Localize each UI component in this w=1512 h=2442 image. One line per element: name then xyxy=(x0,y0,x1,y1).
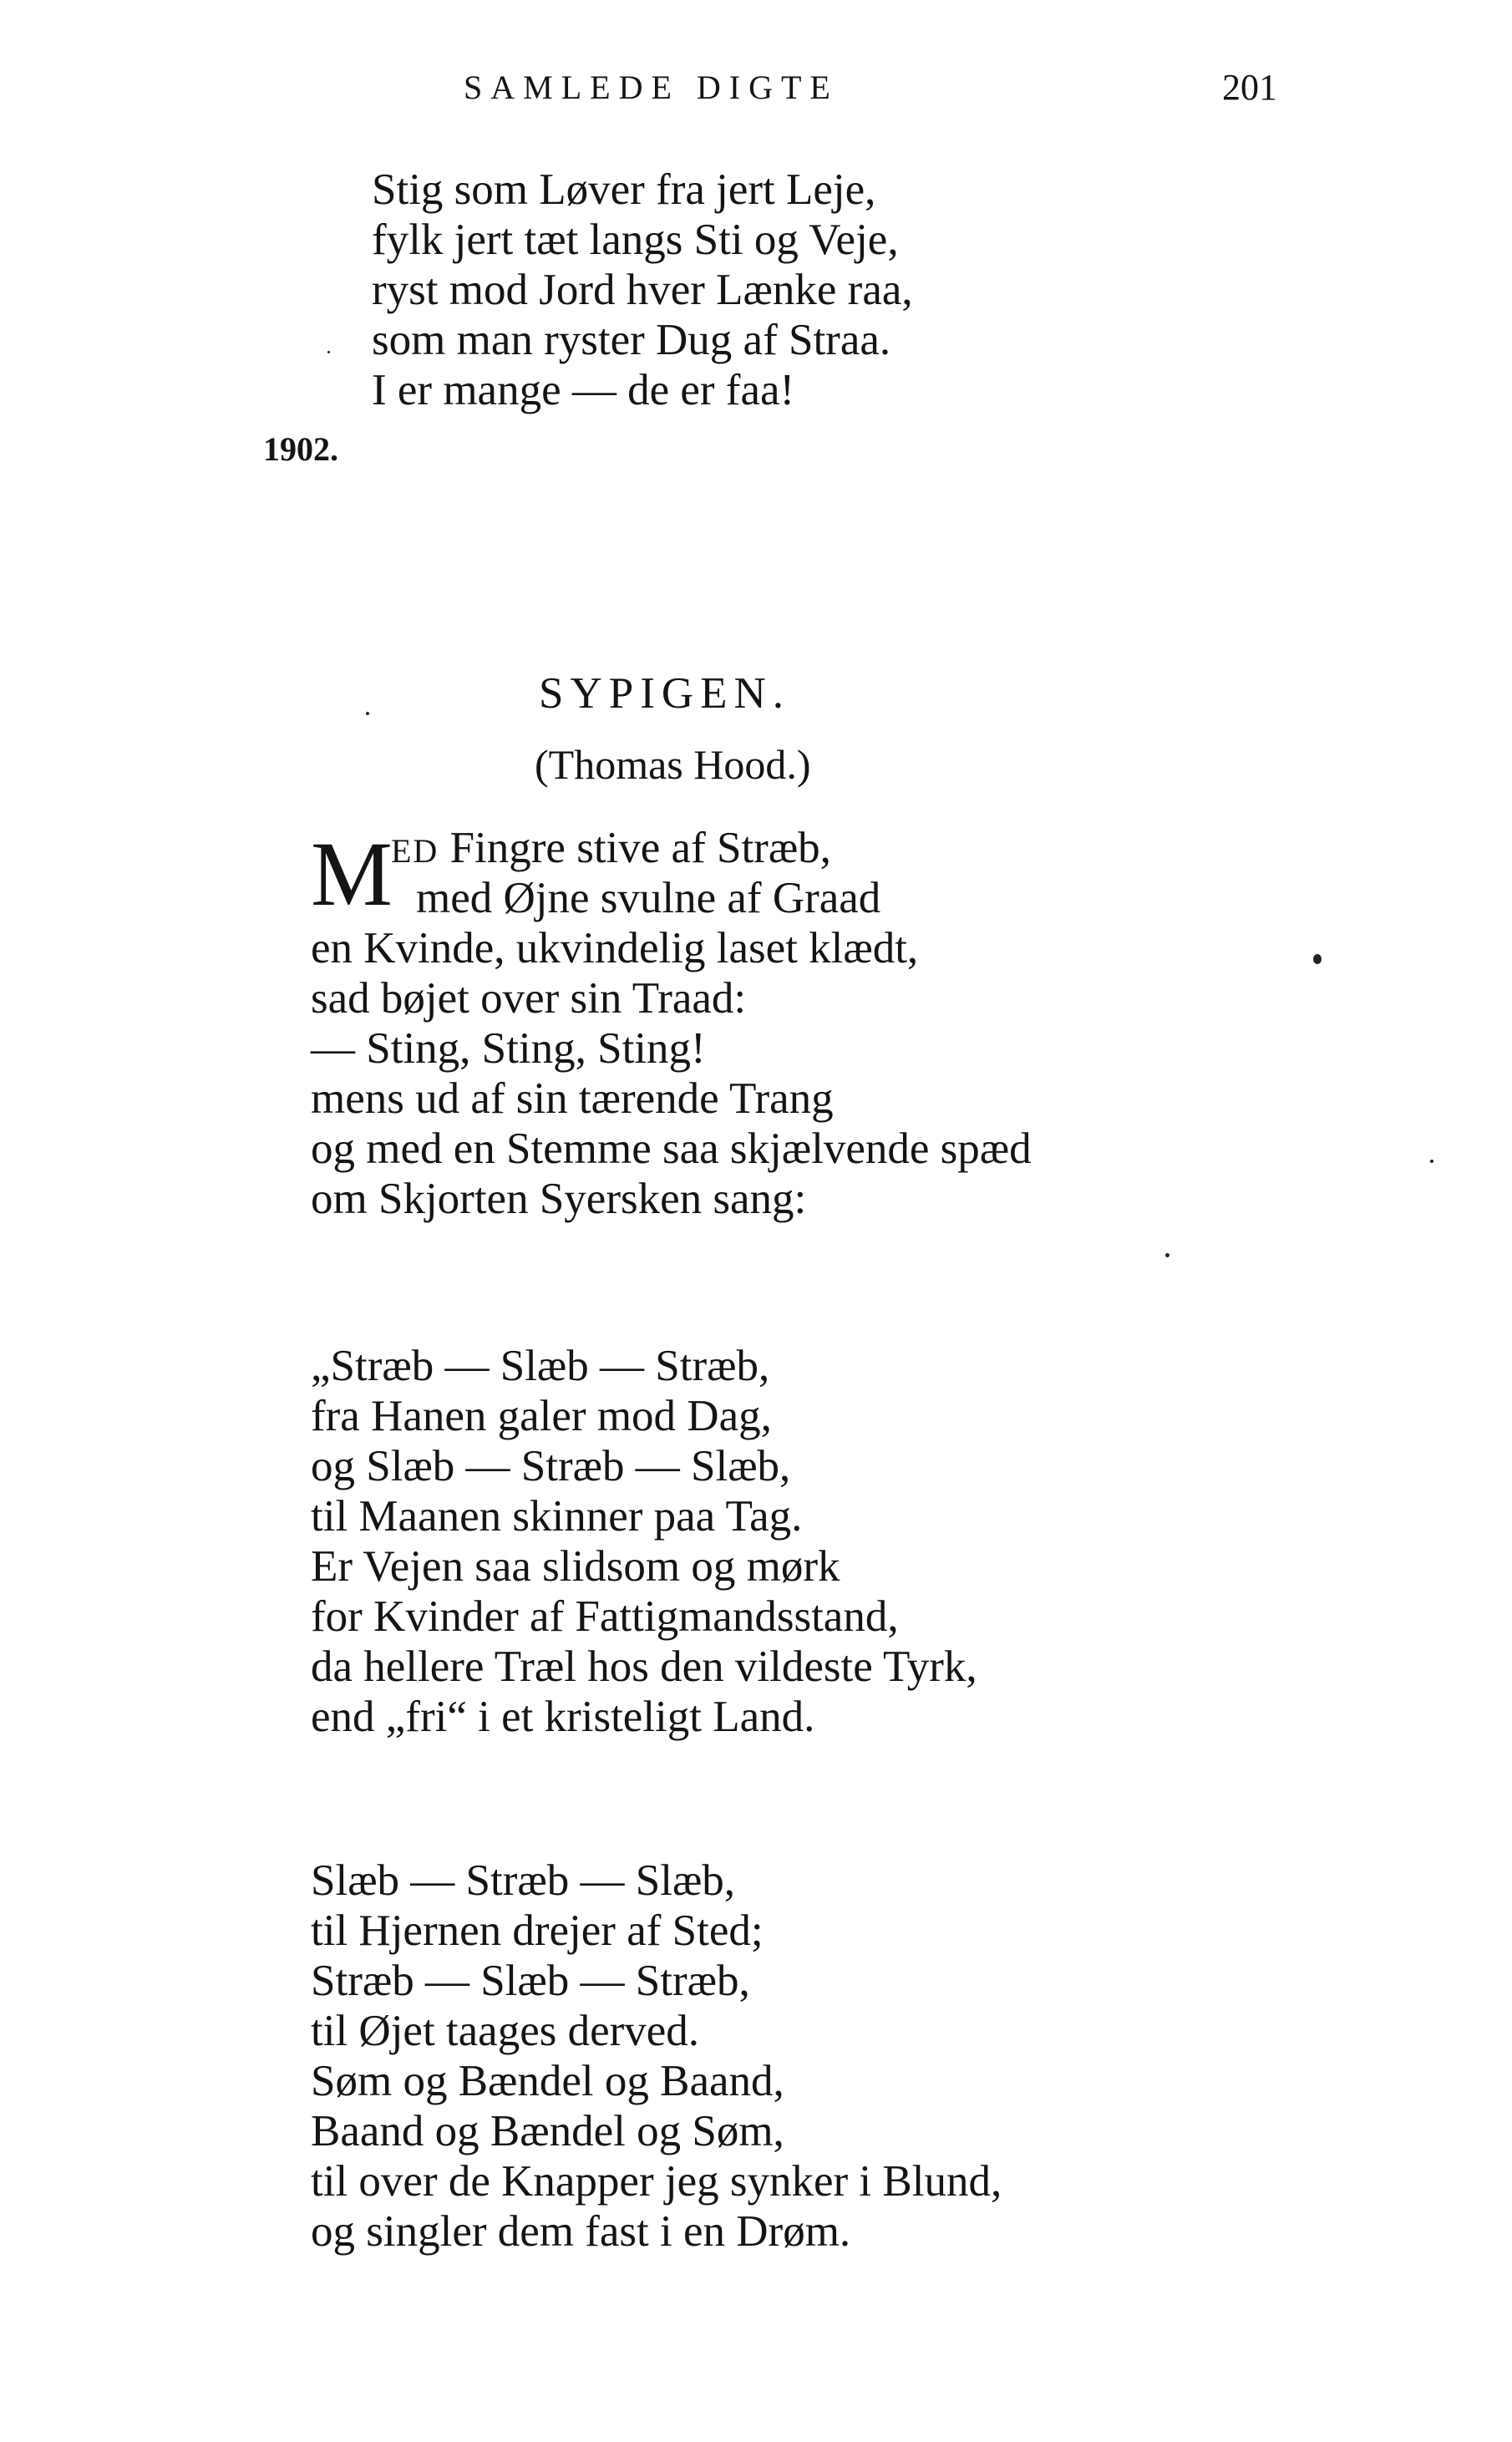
poem-line: om Skjorten Syersken sang: xyxy=(311,1175,807,1223)
poem-line: til Øjet taages derved. xyxy=(311,2007,700,2055)
poem-line xyxy=(391,823,831,876)
poem-line: „Stræb — Slæb — Stræb, xyxy=(311,1342,770,1390)
poem-line: for Kvinder af Fattigmandsstand, xyxy=(311,1592,899,1641)
poem-line: til over de Knapper jeg synker i Blund, xyxy=(311,2157,1002,2206)
poem-title: SYPIGEN. xyxy=(539,669,791,718)
poem-line: Stræb — Slæb — Stræb, xyxy=(311,1957,750,2005)
poem-line: Er Vejen saa slidsom og mørk xyxy=(311,1542,840,1591)
poem-line: Slæb — Stræb — Slæb, xyxy=(311,1856,736,1905)
running-title: SAMLEDE DIGTE xyxy=(464,69,839,106)
page-number: 201 xyxy=(1222,67,1277,108)
poem-line: — Sting, Sting, Sting! xyxy=(311,1024,706,1073)
stanza xyxy=(311,1856,1002,2257)
stanza xyxy=(311,1341,977,1742)
poem-source: (Thomas Hood.) xyxy=(535,741,811,788)
poem-line: fylk jert tæt langs Sti og Veje, xyxy=(372,216,899,264)
small-caps-text: ED xyxy=(391,832,439,870)
poem-line: og singler dem fast i en Drøm. xyxy=(311,2207,851,2256)
poem-line: og Slæb — Stræb — Slæb, xyxy=(311,1442,791,1490)
poem-line: som man ryster Dug af Straa. xyxy=(372,316,891,364)
poem-year: 1902. xyxy=(263,430,338,468)
ink-speck xyxy=(1165,1253,1170,1257)
poem-line: en Kvinde, ukvindelig laset klædt, xyxy=(311,924,919,972)
ink-speck xyxy=(1430,1160,1433,1163)
poem-line: sad bøjet over sin Traad: xyxy=(311,974,747,1023)
poem-line: til Maanen skinner paa Tag. xyxy=(311,1492,803,1541)
ink-speck xyxy=(366,712,369,715)
poem-line: Baand og Bændel og Søm, xyxy=(311,2107,784,2155)
poem-line: og med en Stemme saa skjælvende spæd xyxy=(311,1125,1032,1173)
poem-line: da hellere Træl hos den vildeste Tyrk, xyxy=(311,1642,977,1691)
drop-cap: M xyxy=(311,823,393,925)
ink-speck xyxy=(327,351,330,353)
poem-line: til Hjernen drejer af Sted; xyxy=(311,1906,764,1955)
poem-line: ryst mod Jord hver Lænke raa, xyxy=(372,266,913,314)
poem-line: end „fri“ i et kristeligt Land. xyxy=(311,1693,815,1741)
poem-line: fra Hanen galer mod Dag, xyxy=(311,1392,772,1440)
line-text: Fingre stive af Stræb, xyxy=(449,824,831,872)
poem-line: med Øjne svulne af Graad xyxy=(416,874,881,922)
poem-line: Søm og Bændel og Baand, xyxy=(311,2057,784,2105)
poem-line: mens ud af sin tærende Trang xyxy=(311,1074,834,1123)
poem-line: I er mange — de er faa! xyxy=(372,366,795,414)
poem-line: Stig som Løver fra jert Leje, xyxy=(372,165,876,214)
ink-speck xyxy=(1313,954,1322,964)
previous-poem-stanza xyxy=(372,165,913,415)
